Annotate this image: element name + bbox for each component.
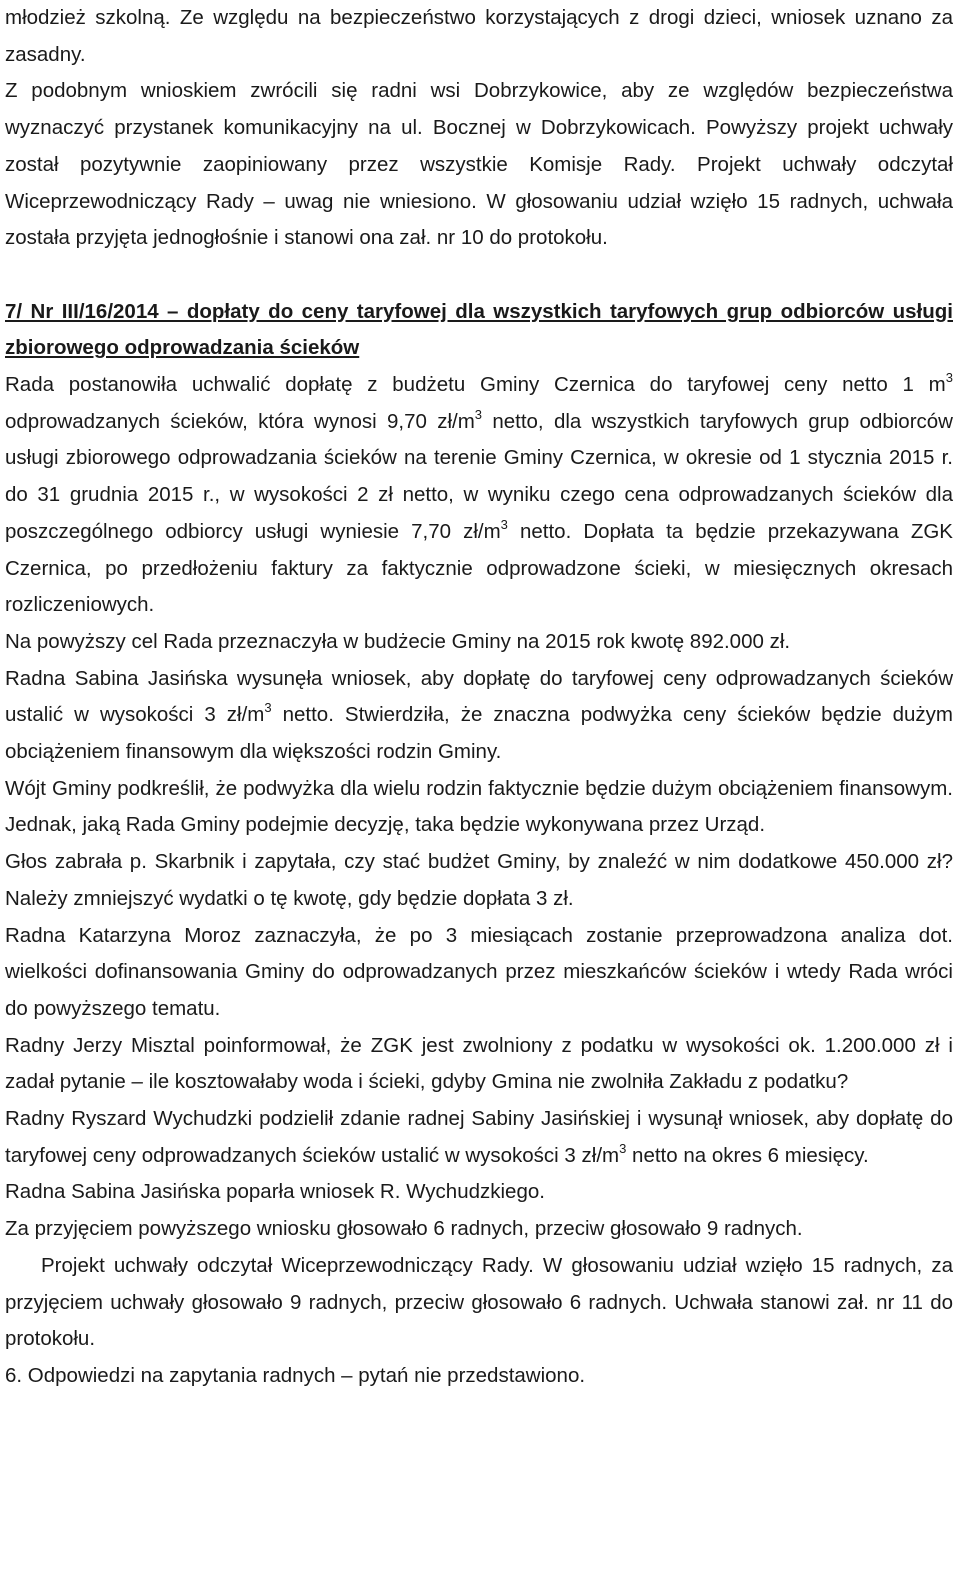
superscript-3: 3 — [500, 516, 508, 532]
paragraph-school-youth: młodzież szkolną. Ze względu na bezpieczeństwo korzystających z drogi dzieci, wniosek uznano za zasadny. — [5, 6, 953, 66]
paragraph-moroz: Radna Katarzyna Moroz zaznaczyła, że po 3 miesiącach zostanie przeprowadzona analiza dot. wielkości dofinansowania Gminy do odprowadzanych przez mieszkańców ścieków i wtedy Rada wróci do powyższego tematu. — [5, 923, 953, 1020]
jasinska-text-part-1: Radna Sabina Jasińska wysunęła wniosek, aby dopłatę do taryfowej ceny odprowadzanych ścieków ustalić w wysokości 3 zł/m — [5, 666, 953, 727]
paragraph-point-6: 6. Odpowiedzi na zapytania radnych – pytań nie przedstawiono. — [5, 1364, 586, 1387]
superscript-3: 3 — [264, 700, 272, 716]
wychudzki-text-part-1: Radny Ryszard Wychudzki podzielił zdanie radnej Sabiny Jasińskiej i wysunął wniosek, aby dopłatę do taryfowej ceny odprowadzanych ścieków ustalić w wysokości 3 zł/m — [5, 1107, 953, 1167]
paragraph-skarbnik: Głos zabrała p. Skarbnik i zapytała, czy stać budżet Gminy, by znaleźć w nim dodatkowe 450.000 zł? Należy zmniejszyć wydatki o tę kwotę, gdy będzie dopłata 3 zł. — [5, 850, 953, 910]
wychudzki-text-part-2: netto na okres 6 miesięcy. — [626, 1143, 869, 1167]
paragraph-dobrzykowice-stop: Z podobnym wnioskiem zwrócili się radni wsi Dobrzykowice, aby ze względów bezpieczeństwa wyznaczyć przystanek komunikacyjny na ul. Bocznej w Dobrzykowicach. Powyższy projekt uchwały został pozytywnie zaopiniowany przez wszystkie Komisje Rady. Projekt uchwały odczytał Wiceprzewodniczący Rady – uwag nie wniesiono. W głosowaniu udział wzięło 15 radnych, uchwała została przyjęta jednogłośnie i stanowi ona zał. nr 10 do protokołu. — [5, 79, 953, 250]
subsidy-text-part-4: netto. Dopłata ta będzie przekazywana ZGK Czernica, po przedłożeniu faktury za faktycznie odprowadzone ścieki, w miesięcznych okresach rozliczeniowych. — [5, 519, 953, 617]
blank-line — [5, 257, 953, 294]
paragraph-resolution-vote: Projekt uchwały odczytał Wiceprzewodniczący Rady. W głosowaniu udział wzięło 15 radnych, za przyjęciem uchwały głosowało 9 radnych, przeciw głosowało 6 radnych. Uchwała stanowi zał. nr 11 do protokołu. — [5, 1253, 953, 1351]
paragraph-jasinska-motion — [5, 661, 953, 771]
document-page — [5, 0, 953, 1395]
subsidy-text-part-1: Rada postanowiła uchwalić dopłatę z budżetu Gminy Czernica do taryfowej ceny netto 1 m — [5, 373, 946, 397]
paragraph-wojt: Wójt Gminy podkreślił, że podwyżka dla wielu rodzin faktycznie będzie dużym obciążeniem finansowym. Jednak, jaką Rada Gminy podejmie decyzję, taka będzie wykonywana przez Urząd. — [5, 776, 953, 837]
superscript-3: 3 — [945, 370, 953, 386]
paragraph-resolution-subsidy — [5, 367, 953, 624]
jasinska-text-part-2: netto. Stwierdziła, że znaczna podwyżka ceny ścieków będzie dużym obciążeniem finansowym dla większości rodzin Gminy. — [5, 703, 953, 764]
subsidy-text-part-2: odprowadzanych ścieków, która wynosi 9,70 zł/m — [5, 409, 475, 433]
superscript-3: 3 — [619, 1140, 627, 1156]
section-heading: 7/ Nr III/16/2014 – dopłaty do ceny taryfowej dla wszystkich taryfowych grup odbiorców usługi zbiorowego odprowadzania ścieków — [5, 299, 953, 360]
paragraph-budget: Na powyższy cel Rada przeznaczyła w budżecie Gminy na 2015 rok kwotę 892.000 zł. — [5, 629, 791, 653]
paragraph-wychudzki-motion — [5, 1101, 953, 1174]
paragraph-motion-vote: Za przyjęciem powyższego wniosku głosowało 6 radnych, przeciw głosowało 9 radnych. — [5, 1217, 803, 1241]
subsidy-text-part-3: netto, dla wszystkich taryfowych grup odbiorców usługi zbiorowego odprowadzania ścieków na terenie Gminy Czernica, w okresie od 1 stycznia 2015 r. do 31 grudnia 2015 r., w wysokości 2 zł netto, w wyniku czego cena odprowadzanych ścieków dla poszczególnego odbiorcy usługi wyniesie 7,70 zł/m — [5, 409, 953, 543]
paragraph-misztal: Radny Jerzy Misztal poinformował, że ZGK jest zwolniony z podatku w wysokości ok. 1.200.000 zł i zadał pytanie – ile kosztowałaby woda i ścieki, gdyby Gmina nie zwolniła Zakładu z podatku? — [5, 1033, 953, 1094]
superscript-3: 3 — [474, 406, 483, 422]
paragraph-support: Radna Sabina Jasińska poparła wniosek R. Wychudzkiego. — [5, 1180, 545, 1204]
